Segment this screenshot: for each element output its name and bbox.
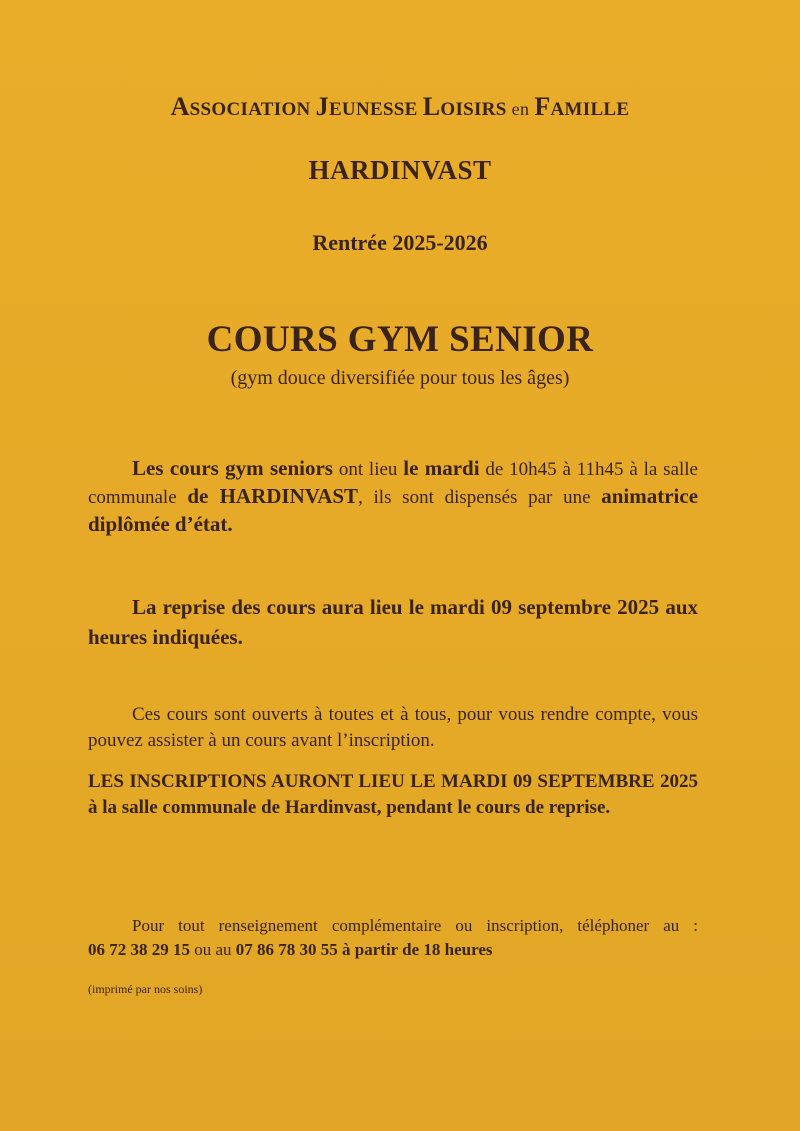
- assoc-word-3-rest: OISIRS: [440, 99, 507, 120]
- resumption-paragraph: La reprise des cours aura lieu le mardi 09 septembre 2025 aux heures indiquées.: [88, 595, 698, 649]
- p1-part-f: , ils sont dispensés par une: [358, 487, 602, 508]
- call-hours: à partir de 18 heures: [337, 940, 493, 959]
- season-heading: Rentrée 2025-2026: [312, 230, 488, 255]
- contact-intro: Pour tout renseignement complémentaire ou inscription, téléphoner au :: [132, 916, 698, 935]
- course-title: COURS GYM SENIOR: [206, 319, 594, 360]
- phone-number-2: 07 86 78 30 55: [235, 940, 338, 959]
- p1-part-a: Les cours gym seniors: [132, 456, 333, 480]
- association-name: [0, 92, 800, 122]
- p1-part-e: de HARDINVAST: [187, 484, 359, 508]
- contact-phones: [88, 938, 698, 962]
- assoc-word-1-rest: SSOCIATION: [189, 99, 311, 120]
- assoc-word-2-cap: J: [315, 92, 329, 121]
- city-heading: HARDINVAST: [308, 155, 492, 185]
- schedule-paragraph: [88, 455, 698, 539]
- phone-or: ou au: [190, 940, 236, 959]
- p1-part-c: le mardi: [403, 456, 480, 480]
- open-to-all-paragraph: Ces cours sont ouverts à toutes et à tous, pour vous rendre compte, vous pouvez assister à un cours avant l’inscription.: [88, 704, 698, 751]
- assoc-word-5-rest: AMILLE: [550, 99, 630, 120]
- p1-part-d: de 10h45 à 11h45 à la salle communale: [88, 459, 698, 508]
- p1-part-b: ont lieu: [332, 459, 404, 480]
- course-subtitle: (gym douce diversifiée pour tous les âges): [230, 367, 570, 389]
- p1-part-g: animatrice diplômée d’état.: [88, 484, 699, 536]
- assoc-word-2-rest: EUNESSE: [328, 99, 418, 120]
- registration-paragraph: LES INSCRIPTIONS AURONT LIEU LE MARDI 09 SEPTEMBRE 2025 à la salle communale de Hardinvast, pendant le cours de reprise.: [88, 771, 698, 818]
- assoc-word-5-cap: F: [534, 92, 551, 121]
- printed-note: (imprimé par nos soins): [88, 982, 203, 996]
- assoc-word-3-cap: L: [422, 92, 441, 121]
- phone-number-1: 06 72 38 29 15: [88, 940, 190, 959]
- assoc-word-1-cap: A: [170, 92, 190, 121]
- contact-paragraph: [88, 914, 698, 962]
- assoc-word-4: en: [511, 99, 530, 119]
